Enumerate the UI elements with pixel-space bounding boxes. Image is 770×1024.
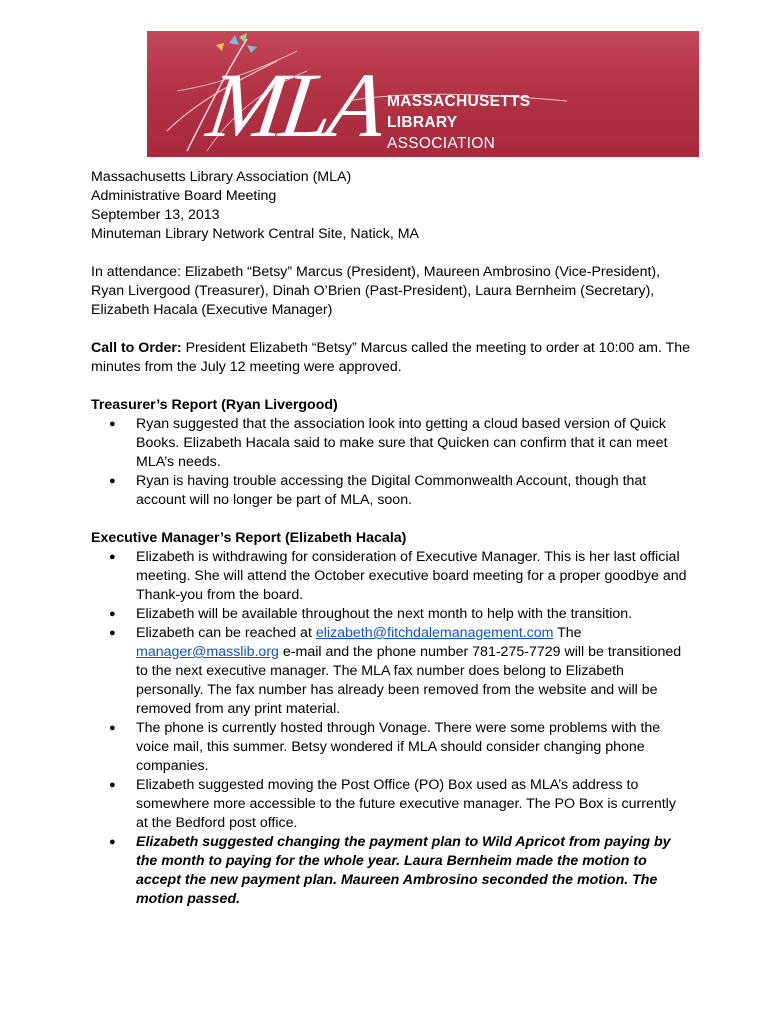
meeting-location: Minuteman Library Network Central Site, Natick, MA: [91, 226, 419, 242]
meeting-minutes: [91, 168, 691, 909]
attendance-paragraph: In attendance: Elizabeth “Betsy” Marcus (President), Maureen Ambrosino (Vice-President), Ryan Livergood (Treasurer), Dinah O’Brien (Past-President), Laura Bernheim (Secretary), Elizabeth Hacala (Executive Manager): [91, 264, 661, 318]
call-to-order-paragraph: [91, 339, 691, 377]
list-item: ● Ryan suggested that the association look into getting a cloud based version of Quick Books. Elizabeth Hacala said to make sure that Quicken can confirm that it can meet MLA’s needs.: [91, 415, 691, 472]
email-link-fitchdale[interactable]: elizabeth@fitchdalemanagement.com: [315, 625, 554, 641]
treasurer-report-heading: Treasurer’s Report (Ryan Livergood): [91, 397, 338, 413]
list-item: ● Elizabeth is withdrawing for consideration of Executive Manager. This is her last official meeting. She will attend the October executive board meeting for a proper goodbye and Thank-you from the board.: [91, 548, 691, 605]
meeting-title: Administrative Board Meeting: [91, 188, 277, 204]
meeting-date: September 13, 2013: [91, 207, 220, 223]
exec-report-heading: Executive Manager’s Report (Elizabeth Hacala): [91, 530, 407, 546]
org-name: Massachusetts Library Association (MLA): [91, 169, 352, 185]
list-item: ● Ryan is having trouble accessing the Digital Commonwealth Account, though that account will no longer be part of MLA, soon.: [91, 472, 691, 510]
list-item: ● Elizabeth will be available throughout the next month to help with the transition.: [91, 605, 691, 624]
treasurer-report-list: [91, 415, 691, 510]
list-item-text: Elizabeth can be reached at: [136, 625, 316, 641]
list-item: ● The phone is currently hosted through Vonage. There were some problems with the voice mail, this summer. Betsy wondered if MLA should consider changing phone companies.: [91, 719, 691, 776]
mla-logo-banner: [147, 31, 699, 157]
list-item-text: The: [553, 625, 582, 641]
logo-line-massachusetts: MASSACHUSETTS: [387, 93, 531, 110]
mla-logo-mark: MLA: [201, 54, 389, 156]
logo-line-association: ASSOCIATION: [387, 135, 496, 152]
list-item: ● Elizabeth suggested moving the Post Office (PO) Box used as MLA’s address to somewhere more accessible to the future executive manager. The PO Box is currently at the Bedford post office.: [91, 776, 691, 833]
call-to-order-label: Call to Order:: [91, 340, 182, 356]
exec-report-list: [91, 548, 691, 909]
list-item-text: e-mail and the phone number 781-275-7729 will be transitioned to the next executive manager. The MLA fax number does belong to Elizabeth personally. The fax number has already been removed from the website and will be removed from any print material.: [136, 644, 682, 717]
logo-line-library: LIBRARY: [387, 114, 458, 131]
email-link-masslib[interactable]: manager@masslib.org: [136, 644, 279, 660]
call-to-order-text: President Elizabeth “Betsy” Marcus called the meeting to order at 10:00 am. The minutes from the July 12 meeting were approved.: [91, 340, 691, 375]
list-item: [91, 624, 691, 719]
list-item-motion: ● Elizabeth suggested changing the payment plan to Wild Apricot from paying by the month to paying for the whole year. Laura Bernheim made the motion to accept the new payment plan. Maureen Ambrosino seconded the motion. The motion passed.: [91, 833, 691, 909]
logo-wordmark: [387, 91, 530, 154]
